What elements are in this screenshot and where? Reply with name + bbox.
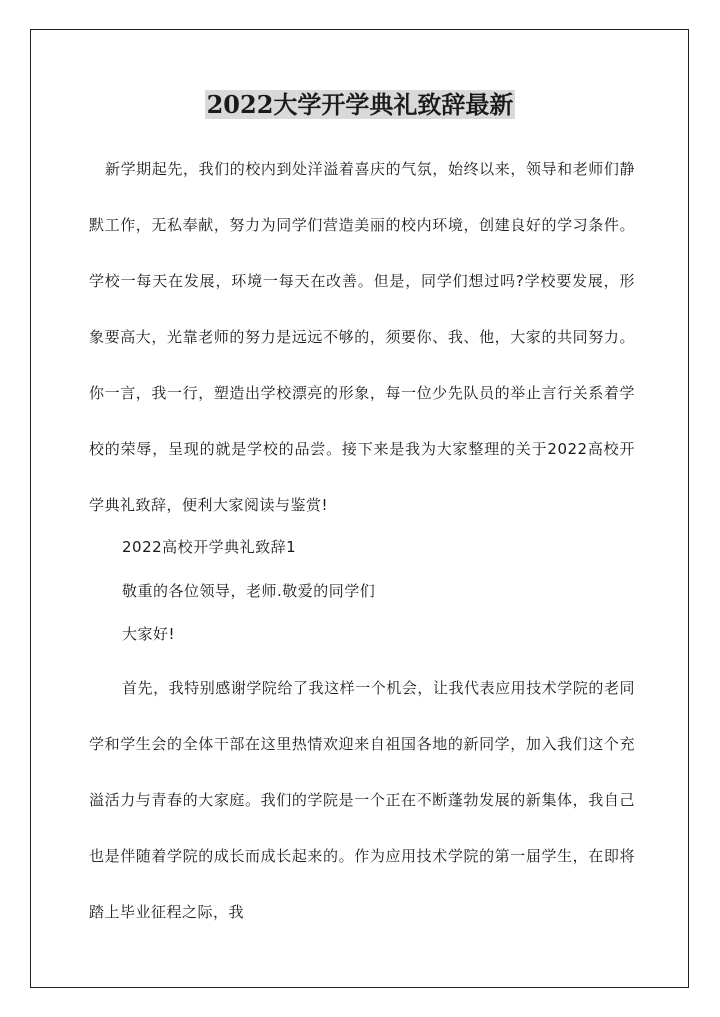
document-title-text: 2022大学开学典礼致辞最新	[206, 90, 514, 119]
intro-paragraph: 新学期起先，我们的校内到处洋溢着喜庆的气氛，始终以来，领导和老师们静默工作，无私奉献，努力为同学们营造美丽的校内环境，创建良好的学习条件。学校一每天在发展，环境一每天在改善。但是，同学们想过吗?学校要发展，形象要高大，光靠老师的努力是远远不够的，须要你、我、他，大家的共同努力。你一言，我一行，塑造出学校漂亮的形象，每一位少先队员的举止言行关系着学校的荣辱，呈现的就是学校的品尝。接下来是我为大家整理的关于2022高校开学典礼致辞，便利大家阅读与鉴赏!	[89, 160, 635, 514]
greeting: 大家好!	[122, 625, 176, 643]
document-title	[0, 85, 720, 125]
salutation: 敬重的各位领导，老师.敬爱的同学们	[122, 582, 376, 600]
section-heading: 2022高校开学典礼致辞1	[122, 538, 297, 556]
speech-paragraph: 首先，我特别感谢学院给了我这样一个机会，让我代表应用技术学院的老同学和学生会的全体干部在这里热情欢迎来自祖国各地的新同学，加入我们这个充溢活力与青春的大家庭。我们的学院是一个正在不断蓬勃发展的新集体，我自己也是伴随着学院的成长而成长起来的。作为应用技术学院的第一届学生，在即将踏上毕业征程之际，我	[89, 679, 635, 921]
